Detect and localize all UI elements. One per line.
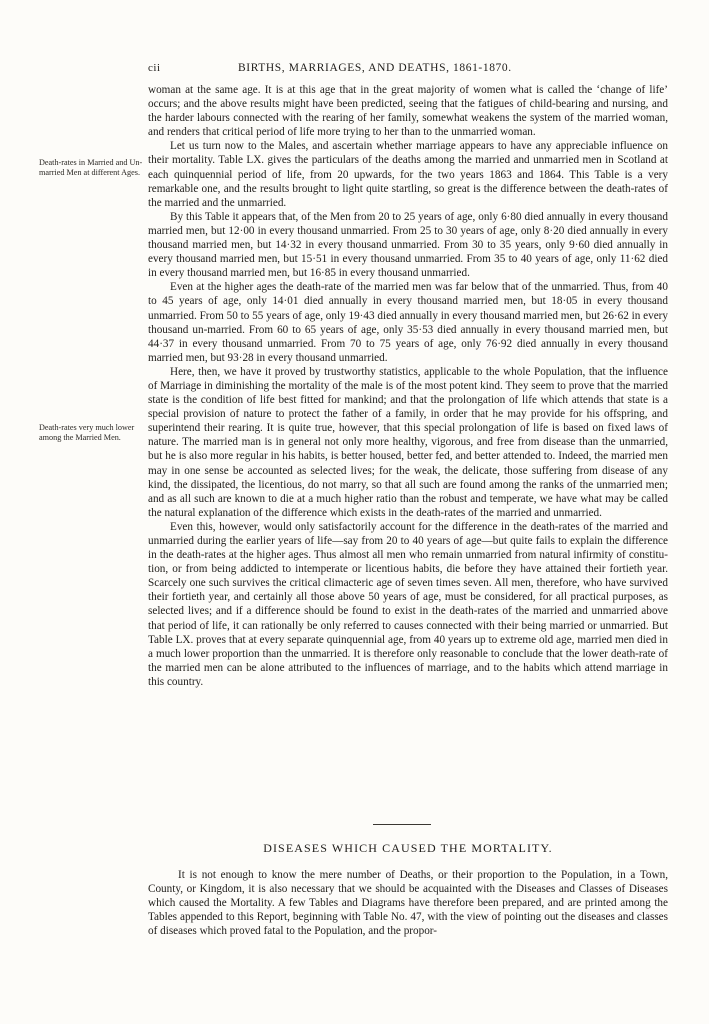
body-text xyxy=(148,83,668,689)
paragraph: By this Table it appears that, of the Men from 20 to 25 years of age, only 6·80 died annually in every thousand married men, but 12·00 in every thousand unmarried. From 25 to 30 years of age, only 8·20 died annually in every thousand married men, but 14·32 in every thousand unmarried. From 30 to 35 years, only 9·60 died annually in every thousand married men, but 15·51 in every thousand unmarried. From 35 to 40 years of age, only 11·62 died in every thousand married men, but 16·85 in every thousand unmarried. xyxy=(148,210,668,280)
section-body xyxy=(148,868,668,938)
paragraph: Even this, however, would only satisfactorily account for the difference in the death-rates of the married and unmarried during the earlier years of life—say from 20 to 40 years of age—but quite fails to explain the difference in the death-rates at the higher ages. Thus almost all men who remain unmarried from natural infirmity of constitu-tion, or from being addicted to intemperate or licentious habits, die before they have attained their fortieth year. Scarcely one such survives the critical climacteric age of seven times seven. All men, therefore, who have survived their fortieth year, and certainly all those above 50 years of age, must be considered, for all practical purposes, as selected lives; and if a difference should be found to exist in the death-rates of the married and unmarried above that period of life, it can rationally be only referred to causes connected with their being married or unmarried. But Table LX. proves that at every separate quinquennial age, from 40 years up to extreme old age, married men died in a much lower proportion than the unmarried. It is therefore only reasonable to conclude that the lower death-rate of the married men can be alone attributed to the influences of marriage, and to the habits which attend marriage in this country. xyxy=(148,520,668,688)
paragraph: Here, then, we have it proved by trustworthy statistics, applicable to the whole Population, that the influence of Marriage in diminishing the mortality of the male is of the most potent kind. They seem to prove that the married state is the condition of life best fitted for mankind; and that the prolongation of life which attends that state is a special provision of nature to protect the father of a family, in order that he may provide for his offspring, and superintend their rearing. It is quite true, however, that this special prolongation of life is based on fixed laws of nature. The married man is in general not only more healthy, vigorous, and free from disease than the unmarried, but he is also more regular in his habits, is better housed, better fed, and better attended to. Indeed, the married men may in one sense be accounted as selected lives; for the weak, the delicate, those suffering from disease of any kind, the dissipated, the licentious, do not marry, so that all such are found among the ranks of the unmarried men; and as all such are known to die at a much higher ratio than the robust and temperate, we have what may be called the natural explanation of the difference which exists in the death-rates of the married and unmarried. xyxy=(148,365,668,519)
paragraph: Even at the higher ages the death-rate of the married men was far below that of the unmarried. Thus, from 40 to 45 years of age, only 14·01 died annually in every thousand married men, but 18·05 in every thousand unmarried. From 50 to 55 years of age, only 19·43 died annually in every thousand married men, but 26·62 in every thousand un-married. From 60 to 65 years of age, only 35·53 died annually in every thousand married men, but 44·37 in every thousand unmarried. From 70 to 75 years of age, only 76·92 died annually in every thousand married men, but 93·28 in every thousand unmarried. xyxy=(148,281,668,364)
section-heading: DISEASES WHICH CAUSED THE MORTALITY. xyxy=(263,841,553,855)
sidenote-lower-death-rates: Death-rates very much lower among the Married Men. xyxy=(39,423,135,442)
sidenote-married-unmarried: Death-rates in Married and Un-married Men at different Ages. xyxy=(39,158,143,177)
section-divider xyxy=(373,824,431,825)
paragraph: woman at the same age. It is at this age that in the great majority of women what is called the ‘change of life’ occurs; and the above results might have been predicted, seeing that the fatigues of child-bearing and nursing, and the harder labours connected with the rearing of her family, somewhat weakens the system of the married woman, and renders that critical period of life more trying to her than to the unmarried woman. xyxy=(148,84,668,139)
paragraph: Let us turn now to the Males, and ascertain whether marriage appears to have any appreciable influence on their mortality. Table LX. gives the particulars of the deaths among the married and unmarried men in Scotland at each quinquennial period of life, from 20 upwards, for the two years 1863 and 1864. This Table is a very remarkable one, and the results brought to light quite startling, so great is the difference between the death-rates of the married and the unmarried. xyxy=(148,140,668,209)
paragraph: It is not enough to know the mere number of Deaths, or their proportion to the Population, in a Town, County, or Kingdom, it is also necessary that we should be acquainted with the Diseases and Classes of Diseases which caused the Mortality. A few Tables and Diagrams have therefore been prepared, and are printed among the Tables appended to this Report, beginning with Table No. 47, with the view of pointing out the diseases and classes of diseases which proved fatal to the Population, and the propor- xyxy=(148,869,668,938)
page-number: cii xyxy=(148,62,161,74)
running-head: BIRTHS, MARRIAGES, AND DEATHS, 1861-1870. xyxy=(238,62,512,74)
